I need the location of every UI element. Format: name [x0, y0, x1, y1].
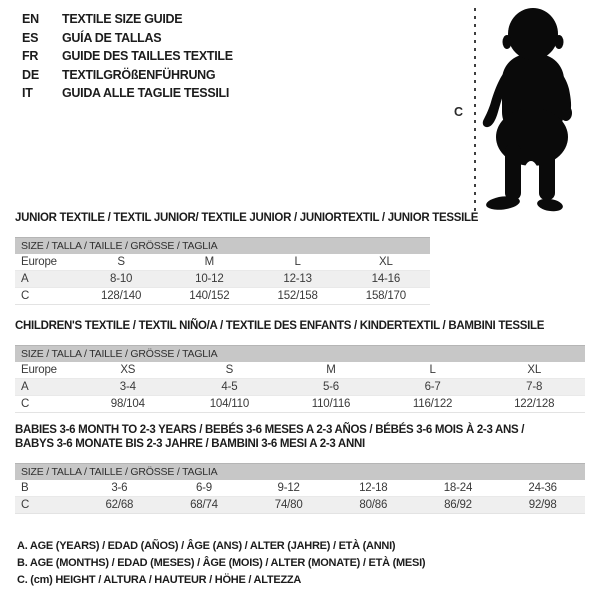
size-section [15, 211, 585, 305]
table-row [15, 254, 430, 271]
size-cell: S [225, 363, 234, 376]
size-cell: 98/104 [110, 398, 145, 410]
size-section [15, 423, 585, 514]
language-row [22, 84, 233, 103]
size-header-row [15, 346, 585, 362]
language-label: TEXTILE SIZE GUIDE [62, 12, 183, 27]
size-cell: 110/116 [311, 398, 351, 410]
size-cell: 68/74 [190, 499, 218, 511]
size-cell: 12-13 [283, 273, 312, 285]
section-title: BABIES 3-6 MONTH TO 2-3 YEARS / BEBÉS 3-6 MESES A 2-3 AÑOS / BÉBÉS 3-6 MOIS À 2-3 ANS / [15, 424, 525, 436]
size-header-row [15, 464, 585, 480]
row-label: C [21, 398, 30, 410]
row-label: A [21, 273, 29, 285]
size-cell: 116/122 [412, 398, 453, 410]
language-code: ES [22, 30, 39, 45]
section-title: JUNIOR TEXTILE / TEXTIL JUNIOR/ TEXTILE JUNIOR / JUNIORTEXTIL / JUNIOR TESSILE [15, 212, 479, 224]
size-cell: 9-12 [277, 481, 300, 494]
language-label: GUIDE DES TAILLES TEXTILE [62, 49, 233, 64]
table-row [15, 271, 430, 288]
size-cell: 86/92 [444, 499, 472, 511]
size-cell: 128/140 [101, 290, 142, 302]
table-row [15, 396, 585, 413]
size-cell: 122/128 [514, 398, 555, 410]
table-row [15, 480, 585, 497]
language-row [22, 29, 233, 48]
size-header-label: SIZE / TALLA / TAILLE / GRÖSSE / TAGLIA [15, 464, 585, 480]
row-label: B [21, 481, 29, 494]
size-cell: 140/152 [189, 290, 230, 302]
size-cell: 24-36 [528, 481, 557, 494]
size-cell: 4-5 [221, 381, 238, 393]
size-cell: XL [527, 363, 542, 376]
size-cell: 10-12 [195, 273, 224, 285]
size-cell: 7-8 [526, 381, 543, 393]
size-header-label: SIZE / TALLA / TAILLE / GRÖSSE / TAGLIA [15, 346, 585, 362]
language-label: GUÍA DE TALLAS [62, 30, 162, 45]
size-cell: 18-24 [443, 481, 473, 494]
size-cell: L [429, 363, 436, 376]
size-header-label: SIZE / TALLA / TAILLE / GRÖSSE / TAGLIA [15, 238, 430, 254]
language-label: GUIDA ALLE TAGLIE TESSILI [62, 86, 230, 101]
size-cell: 6-7 [424, 381, 441, 393]
footnote-line: A. AGE (YEARS) / EDAD (AÑOS) / ÂGE (ANS) / ALTER (JAHRE) / ETÀ (ANNI) [17, 540, 396, 552]
size-cell: M [204, 255, 215, 268]
language-row [22, 47, 233, 66]
size-cell: 92/98 [528, 499, 557, 511]
size-cell: 12-18 [359, 481, 388, 494]
toddler-silhouette-icon [482, 6, 582, 212]
language-code: IT [22, 86, 33, 101]
row-label: Europe [21, 363, 57, 376]
language-code: EN [22, 12, 39, 27]
section-title: BABYS 3-6 MONATE BIS 2-3 JAHRE / BAMBINI 3-6 MESI A 2-3 ANNI [15, 438, 365, 450]
size-cell: 80/86 [359, 499, 388, 511]
footnotes [17, 538, 425, 589]
size-cell: XL [379, 255, 393, 268]
row-label: Europe [21, 255, 57, 268]
section-title: CHILDREN'S TEXTILE / TEXTIL NIÑO/A / TEXTILE DES ENFANTS / KINDERTEXTIL / BAMBINI TESSILE [15, 320, 545, 332]
size-cell: 14-16 [371, 273, 401, 285]
footnote-line: B. AGE (MONTHS) / EDAD (MESES) / ÂGE (MOIS) / ALTER (MONATE) / ETÀ (MESI) [17, 557, 426, 569]
size-cell: M [326, 363, 336, 376]
table-row [15, 362, 585, 379]
language-label: TEXTILGRÖßENFÜHRUNG [62, 67, 216, 82]
size-cell: XS [120, 363, 136, 376]
size-cell: L [294, 255, 301, 268]
language-row [22, 10, 233, 29]
size-cell: 3-6 [111, 481, 128, 494]
row-label: A [21, 381, 29, 393]
size-table [15, 237, 430, 305]
size-cell: 6-9 [195, 481, 212, 494]
language-list [22, 10, 233, 103]
size-cell: 104/110 [209, 398, 250, 410]
size-cell: 3-4 [119, 381, 136, 393]
size-table [15, 345, 585, 413]
row-label: C [21, 290, 30, 302]
size-header-row [15, 238, 430, 254]
size-cell: 74/80 [274, 499, 303, 511]
size-cell: 8-10 [110, 273, 133, 285]
size-table [15, 463, 585, 514]
language-code: DE [22, 67, 39, 82]
size-cell: 62/68 [105, 499, 134, 511]
language-row [22, 66, 233, 85]
height-measure-dashed-line [474, 8, 476, 212]
table-row [15, 497, 585, 514]
footnote-line: C. (cm) HEIGHT / ALTURA / HAUTEUR / HÖHE / ALTEZZA [17, 574, 302, 586]
size-cell: 158/170 [365, 290, 406, 302]
table-row [15, 379, 585, 396]
language-code: FR [22, 49, 39, 64]
size-section [15, 319, 585, 413]
size-cell: S [117, 255, 125, 268]
table-row [15, 288, 430, 305]
row-label: C [21, 499, 30, 511]
size-cell: 152/158 [277, 290, 318, 302]
size-cell: 5-6 [322, 381, 339, 393]
measure-label-c: C [454, 105, 464, 119]
